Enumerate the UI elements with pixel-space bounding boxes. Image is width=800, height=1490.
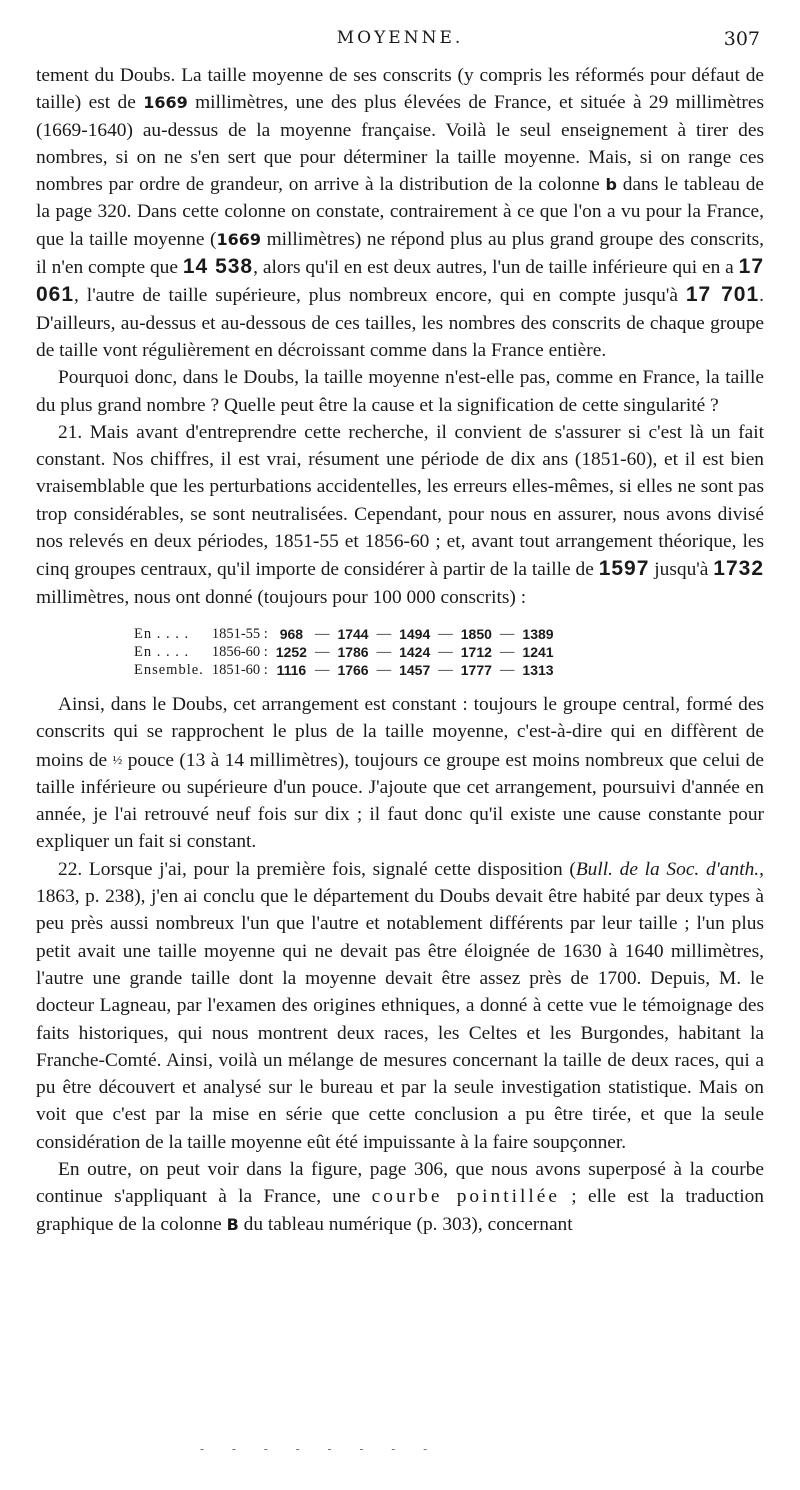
paragraph-6: En outre, on peut voir dans la figure, page 306, que nous avons superposé à la courbe continue s'appliquant à la France, une courbe pointillée ; elle est la traduction graphique de la colonne B du tableau numérique (p. 303), concernant <box>36 1158 764 1235</box>
table-row: En . . . . 1856-60 : 1252 — 1786 — 1424 — 1712 — 1241 <box>134 643 554 660</box>
paragraph-5: 22. Lorsque j'ai, pour la première fois, signalé cette disposition (Bull. de la Soc. d'anth., 1863, p. 238), j'en ai conclu que le département du Doubs devait être habité par deux types à peu près aussi nombreux l'un que l'autre et notablement différents par leur taille ; l'un plus petit avait une taille moyenne qui ne devait pas être éloignée de 1630 à 1640 millimètres, l'autre une grande taille dont la moyenne devait être assez près de 1700. Depuis, M. le docteur Lagneau, par l'examen des origines ethniques, a donné à cette vue le témoignage des faits historiques, qui nous montrent deux races, les Celtes et les Burgondes, habitant la Franche-Comté. Ainsi, voilà un mélange de mesures concernant la taille de deux races, qui a pu être découvert et analysé sur le bureau et par la seule investigation statistique. Mais on voit que c'est par la mise en série que cette conclusion a pu être tirée, et que la seule considération de la taille moyenne eût été impuissante à la faire soupçonner. <box>36 858 764 1153</box>
page-number: 307 <box>723 28 760 50</box>
print-artifacts: - - - - - - - - <box>200 1442 440 1456</box>
paragraph-1: tement du Doubs. La taille moyenne de ses conscrits (y compris les réformés pour défaut de taille) est de 1669 millimètres, une des plus élevées de France, et située à 29 millimètres (1669-1640) au-dessus de la moyenne française. Voilà le seul enseignement à tirer des nombres, si on ne s'en sert que pour déterminer la taille moyenne. Mais, si on range ces nombres par ordre de grandeur, on arrive à la distribution de la colonne b dans le tableau de la page 320. Dans cette colonne on constate, contrairement à ce que l'on a vu pour la France, que la taille moyenne (1669 millimètres) ne répond plus au plus grand groupe des conscrits, il n'en compte que 14 538, alors qu'il en est deux autres, l'un de taille inférieure qui en a 17 061, l'autre de taille supérieure, plus nombreux encore, qui en compte jusqu'à 17 701. D'ailleurs, au-dessus et au-dessous de ces tailles, les nombres des conscrits de chaque groupe de taille vont régulièrement en décroissant comme dans la France entière. <box>36 65 765 361</box>
table-row: Ensemble. 1851-60 : 1116 — 1766 — 1457 — 1777 — 1313 <box>134 661 554 678</box>
paragraph-2: Pourquoi donc, dans le Doubs, la taille moyenne n'est-elle pas, comme en France, la taille du plus grand nombre ? Quelle peut être la cause et la signification de cette singularité ? <box>36 367 764 416</box>
body-text <box>36 62 764 1238</box>
page-header <box>0 28 800 58</box>
citation: Bull. de la Soc. d'anth. <box>575 858 760 880</box>
conscripts-table <box>130 625 558 679</box>
running-title: MOYENNE. <box>336 28 464 48</box>
paragraph-4: Ainsi, dans le Doubs, cet arrangement est constant : toujours le groupe central, formé des conscrits qui se rapprochent le plus de la taille moyenne, c'est-à-dire qui en diffèrent de moins de ½ pouce (13 à 14 millimètres), toujours ce groupe est moins nombreux que celui de taille inférieure ou supérieure d'un pouce. J'ajoute que cet arrangement, poursuivi d'année en année, je l'ai retrouvé neuf fois sur dix ; il faut donc qu'il existe une cause constante pour expliquer un fait si constant. <box>36 693 765 853</box>
table-row: En . . . . 1851-55 : 968 — 1744 — 1494 — 1850 — 1389 <box>134 625 554 642</box>
paragraph-3: 21. Mais avant d'entreprendre cette recherche, il convient de s'assurer si c'est là un fait constant. Nos chiffres, il est vrai, résument une période de dix ans (1851-60), et il est bien vraisemblable que les perturbations accidentelles, les erreurs elles-mêmes, si elles ne sont pas trop considérables, se sont neutralisées. Cependant, pour nous en assurer, nous avons divisé nos relevés en deux périodes, 1851-55 et 1856-60 ; et, avant tout arrangement théorique, les cinq groupes centraux, qu'il importe de considérer à partir de la taille de 1597 jusqu'à 1732 millimètres, nous ont donné (toujours pour 100 000 conscrits) : <box>36 421 764 608</box>
